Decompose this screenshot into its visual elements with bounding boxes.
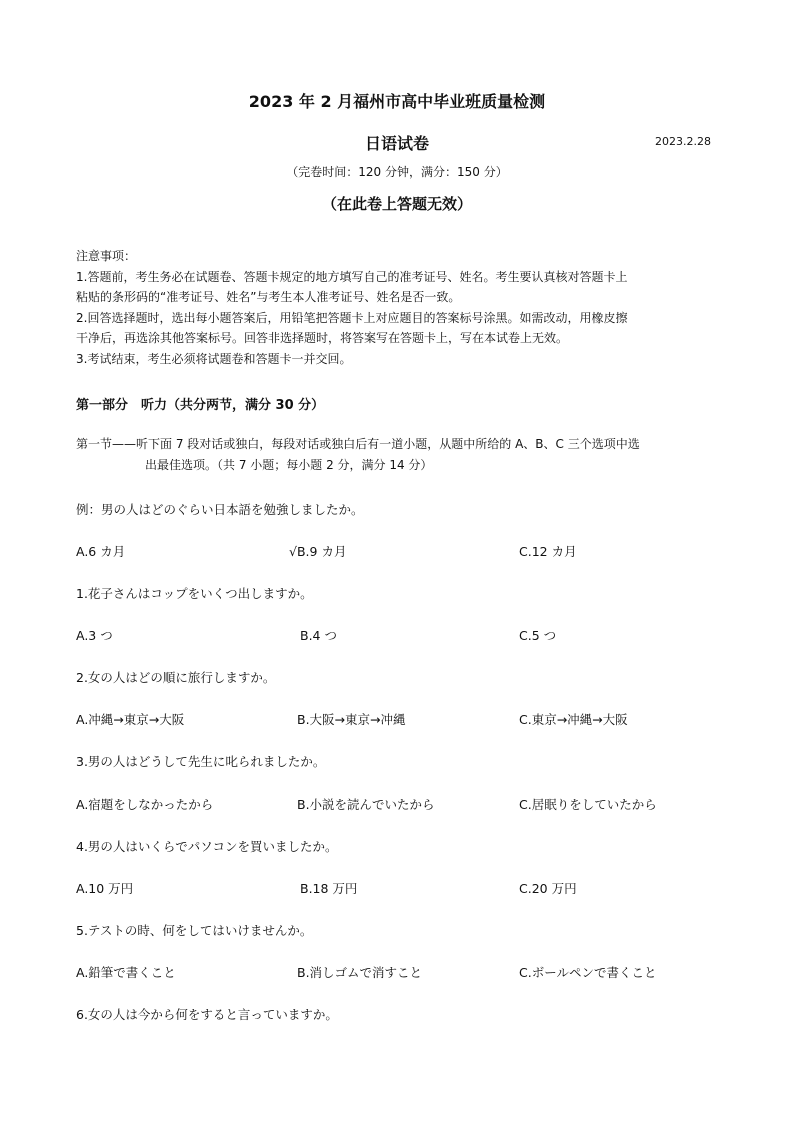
question-option-c: C.居眠りをしていたから — [519, 797, 657, 812]
question-option-a: A.3 つ — [76, 628, 113, 643]
question-option-c: C.東京→冲縄→大阪 — [519, 712, 628, 727]
exam-date: 2023.2.28 — [655, 135, 711, 148]
notes-line: 干净后，再选涂其他答案标号。回答非选择题时，将答案写在答题卡上，写在本试卷上无效。 — [76, 331, 569, 345]
section1-instructions — [76, 434, 640, 476]
question-text: 4.男の人はいくらでパソコンを買いましたか。 — [76, 839, 338, 854]
question-text: 6.女の人は今から何をすると言っていますか。 — [76, 1007, 338, 1022]
example-option-b: √B.9 カ月 — [289, 544, 347, 559]
question-option-b: B.18 万円 — [300, 881, 358, 896]
question-option-c: C.ボールペンで書くこと — [519, 965, 657, 980]
question-text: 2.女の人はどの順に旅行しますか。 — [76, 670, 276, 685]
notes-line: 3.考试结束，考生必须将试题卷和答题卡一并交回。 — [76, 351, 352, 366]
question-option-b: B.小説を読んでいたから — [297, 797, 435, 812]
exam-title: 2023 年 2 月福州市高中毕业班质量检测 — [248, 92, 546, 111]
question-option-c: C.20 万円 — [519, 881, 577, 896]
section1-line1: 第一节——听下面 7 段对话或独白，每段对话或独白后有一道小题，从题中所给的 A、B、C 三个选项中选 — [76, 437, 640, 451]
example-option-a: A.6 カ月 — [76, 544, 126, 559]
notes-block — [76, 246, 726, 369]
exam-subject: 日语试卷 — [364, 134, 429, 153]
question-option-b: B.消しゴムで消すこと — [297, 965, 423, 980]
part1-heading: 第一部分 听力（共分两节，满分 30 分） — [76, 398, 325, 413]
question-option-a: A.鉛筆で書くこと — [76, 965, 176, 980]
example-option-c: C.12 カ月 — [519, 544, 577, 559]
question-option-a: A.10 万円 — [76, 881, 134, 896]
example-question: 例：男の人はどのぐらい日本語を勉強しましたか。 — [76, 502, 364, 517]
notes-line: 1.答题前，考生务必在试题卷、答题卡规定的地方填写自己的准考证号、姓名。考生要认真核对答题卡上 — [76, 269, 628, 284]
question-text: 3.男の人はどうして先生に叱られましたか。 — [76, 754, 326, 769]
question-option-b: B.4 つ — [300, 628, 337, 643]
invalid-notice: （在此卷上答题无效） — [321, 195, 472, 213]
section1-line2: 出最佳选项。（共 7 小题；每小题 2 分，满分 14 分） — [145, 458, 433, 472]
notes-line: 2.回答选择题时，选出每小题答案后，用铅笔把答题卡上对应题目的答案标号涂黑。如需改动，用橡皮擦 — [76, 310, 628, 325]
question-option-b: B.大阪→東京→冲縄 — [297, 712, 406, 727]
question-option-a: A.宿題をしなかったから — [76, 797, 214, 812]
notes-heading: 注意事项： — [76, 249, 137, 263]
notes-line: 粘贴的条形码的“准考证号、姓名”与考生本人准考证号、姓名是否一致。 — [76, 290, 461, 304]
question-text: 5.テストの時、何をしてはいけませんか。 — [76, 923, 313, 938]
question-text: 1.花子さんはコップをいくつ出しますか。 — [76, 586, 313, 601]
question-option-a: A.冲縄→東京→大阪 — [76, 712, 185, 727]
time-info: （完卷时间：120 分钟，满分：150 分） — [286, 165, 508, 179]
question-option-c: C.5 つ — [519, 628, 557, 643]
